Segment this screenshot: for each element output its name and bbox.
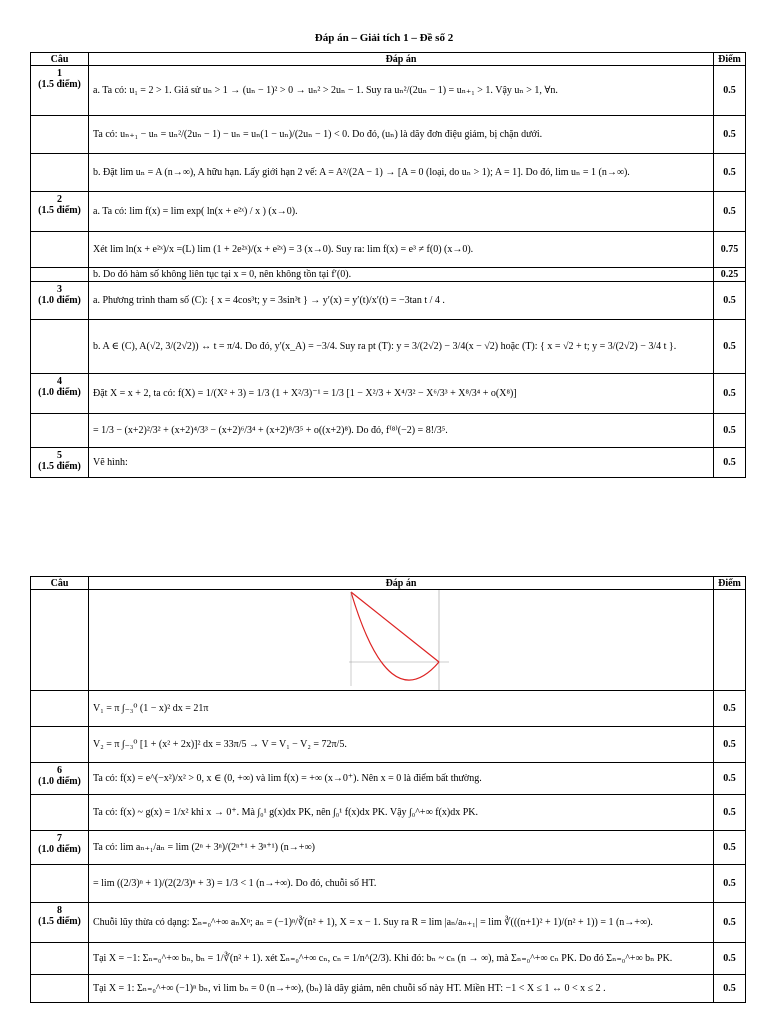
cau-cell xyxy=(31,590,89,691)
cau-cell xyxy=(31,320,89,374)
diem-cell: 0.5 xyxy=(714,154,746,192)
cau-cell xyxy=(31,763,89,795)
header-diem: Điểm xyxy=(714,53,746,66)
question-points: (1.5 điểm) xyxy=(38,205,81,216)
table-row xyxy=(31,865,746,903)
table-row xyxy=(31,268,746,282)
cau-cell xyxy=(31,116,89,154)
diem-cell: 0.5 xyxy=(714,414,746,448)
cau-cell xyxy=(31,975,89,1003)
answer-cell: Vẽ hình: xyxy=(89,448,714,478)
cau-cell xyxy=(31,282,89,320)
diem-cell xyxy=(714,590,746,691)
answer-cell: V₂ = π ∫₋₃⁰ [1 + (x² + 2x)]² dx = 33π/5 → V = V₁ − V₂ = 72π/5. xyxy=(89,727,714,763)
diem-cell: 0.5 xyxy=(714,192,746,232)
question-number: 6 xyxy=(57,765,62,776)
answer-cell: Ta có: f(x) = e^(−x²)/x² > 0, x ∈ (0, +∞) và lim f(x) = +∞ (x→0⁺). Nên x = 0 là điểm bất thường. xyxy=(89,763,714,795)
answer-cell: a. Ta có: lim f(x) = lim exp( ln(x + e²ˣ) / x ) (x→0). xyxy=(89,192,714,232)
table-row xyxy=(31,320,746,374)
table-row xyxy=(31,691,746,727)
answer-cell: Tại X = 1: Σₙ₌₀^+∞ (−1)ⁿ bₙ, vì lim bₙ = 0 (n→+∞), (bₙ) là dãy giảm, nên chuỗi số này HT. Miền HT: −1 < X ≤ 1 ↔ 0 < x ≤ 2 . xyxy=(89,975,714,1003)
question-points: (1.5 điểm) xyxy=(38,916,81,927)
cau-cell xyxy=(31,268,89,282)
table-row xyxy=(31,448,746,478)
diem-cell: 0.5 xyxy=(714,116,746,154)
question-number: 3 xyxy=(57,284,62,295)
cau-cell xyxy=(31,691,89,727)
question-number: 4 xyxy=(57,376,62,387)
diem-cell: 0.5 xyxy=(714,865,746,903)
table-row xyxy=(31,763,746,795)
cau-cell xyxy=(31,374,89,414)
table-row xyxy=(31,903,746,943)
diem-cell: 0.5 xyxy=(714,831,746,865)
table-row xyxy=(31,414,746,448)
answer-cell: b. A ∈ (C), A(√2, 3/(2√2)) ↔ t = π/4. Do đó, y′(x_A) = −3/4. Suy ra pt (T): y = 3/(2√2) − 3/4(x − √2) hoặc (T): { x = √2 + t; y = 3/(2√2) − 3/4 t }. xyxy=(89,320,714,374)
question-points: (1.5 điểm) xyxy=(38,79,81,90)
cau-cell xyxy=(31,192,89,232)
answer-cell: = lim ((2/3)ⁿ + 1)/(2(2/3)ⁿ + 3) = 1/3 < 1 (n→+∞). Do đó, chuỗi số HT. xyxy=(89,865,714,903)
diem-cell: 0.5 xyxy=(714,66,746,116)
question-number: 8 xyxy=(57,905,62,916)
answer-cell: = 1/3 − (x+2)²/3² + (x+2)⁴/3³ − (x+2)⁶/3⁴ + (x+2)⁸/3⁵ + o((x+2)⁸). Do đó, f⁽⁸⁾(−2) = 8!/3⁵. xyxy=(89,414,714,448)
table-row xyxy=(31,795,746,831)
cau-cell xyxy=(31,903,89,943)
question-points: (1.5 điểm) xyxy=(38,461,81,472)
diem-cell: 0.5 xyxy=(714,763,746,795)
table-header-row xyxy=(31,53,746,66)
header-dap-an: Đáp án xyxy=(89,577,714,590)
table-row xyxy=(31,232,746,268)
header-cau: Câu xyxy=(31,53,89,66)
question-number: 7 xyxy=(57,833,62,844)
cau-cell xyxy=(31,831,89,865)
question-points: (1.0 điểm) xyxy=(38,844,81,855)
graph-row xyxy=(31,590,746,691)
table-row xyxy=(31,282,746,320)
volume-region-graph xyxy=(349,590,449,690)
diem-cell: 0.5 xyxy=(714,975,746,1003)
table-header-row xyxy=(31,577,746,590)
cau-cell xyxy=(31,865,89,903)
graph-cell xyxy=(89,590,714,691)
diem-cell: 0.5 xyxy=(714,943,746,975)
diem-cell: 0.75 xyxy=(714,232,746,268)
question-number: 1 xyxy=(57,68,62,79)
table-row xyxy=(31,154,746,192)
cau-cell xyxy=(31,154,89,192)
parabola-curve xyxy=(351,592,439,680)
header-diem: Điểm xyxy=(714,577,746,590)
table-row xyxy=(31,975,746,1003)
answer-cell: Xét lim ln(x + e²ˣ)/x =(L) lim (1 + 2e²ˣ)/(x + e²ˣ) = 3 (x→0). Suy ra: lim f(x) = e³ ≠ f(0) (x→0). xyxy=(89,232,714,268)
table-row xyxy=(31,727,746,763)
cau-cell xyxy=(31,232,89,268)
line-curve xyxy=(351,592,439,662)
table-row xyxy=(31,831,746,865)
diem-cell: 0.5 xyxy=(714,903,746,943)
cau-cell xyxy=(31,448,89,478)
cau-cell xyxy=(31,795,89,831)
table-row xyxy=(31,66,746,116)
table-row xyxy=(31,116,746,154)
diem-cell: 0.5 xyxy=(714,795,746,831)
answer-cell: b. Đặt lim uₙ = A (n→∞), A hữu hạn. Lấy giới hạn 2 vế: A = A²/(2A − 1) → [A = 0 (loại, do uₙ > 1); A = 1]. Do đó, lim uₙ = 1 (n→∞). xyxy=(89,154,714,192)
page-title: Đáp án – Giải tích 1 – Đề số 2 xyxy=(314,32,454,44)
answer-cell: Ta có: lim aₙ₊₁/aₙ = lim (2ⁿ + 3ⁿ)/(2ⁿ⁺¹ + 3ⁿ⁺¹) (n→+∞) xyxy=(89,831,714,865)
question-points: (1.0 điểm) xyxy=(38,776,81,787)
question-points: (1.0 điểm) xyxy=(38,295,81,306)
answer-table-1 xyxy=(30,52,746,478)
answer-cell: a. Phương trình tham số (C): { x = 4cos³t; y = 3sin³t } → y′(x) = y′(t)/x′(t) = −3tan t / 4 . xyxy=(89,282,714,320)
cau-cell xyxy=(31,414,89,448)
answer-cell: Ta có: uₙ₊₁ − uₙ = uₙ²/(2uₙ − 1) − uₙ = uₙ(1 − uₙ)/(2uₙ − 1) < 0. Do đó, (uₙ) là dãy đơn điệu giảm, bị chặn dưới. xyxy=(89,116,714,154)
question-points: (1.0 điểm) xyxy=(38,387,81,398)
diem-cell: 0.5 xyxy=(714,448,746,478)
answer-cell: V₁ = π ∫₋₃⁰ (1 − x)² dx = 21π xyxy=(89,691,714,727)
question-number: 2 xyxy=(57,194,62,205)
header-cau: Câu xyxy=(31,577,89,590)
answer-cell: a. Ta có: u₁ = 2 > 1. Giả sử uₙ > 1 → (uₙ − 1)² > 0 → uₙ² > 2uₙ − 1. Suy ra uₙ²/(2uₙ − 1) = uₙ₊₁ > 1. Vậy uₙ > 1, ∀n. xyxy=(89,66,714,116)
answer-cell: Tại X = −1: Σₙ₌₀^+∞ bₙ, bₙ = 1/∛(n² + 1). xét Σₙ₌₀^+∞ cₙ, cₙ = 1/n^(2/3). Khi đó: bₙ ~ cₙ (n → ∞), mà Σₙ₌₀^+∞ cₙ PK. Do đó Σₙ₌₀^+∞ bₙ PK. xyxy=(89,943,714,975)
diem-cell: 0.5 xyxy=(714,727,746,763)
diem-cell: 0.5 xyxy=(714,282,746,320)
cau-cell xyxy=(31,66,89,116)
diem-cell: 0.25 xyxy=(714,268,746,282)
table-row xyxy=(31,374,746,414)
answer-table-2 xyxy=(30,576,746,1003)
header-dap-an: Đáp án xyxy=(89,53,714,66)
answer-cell: Đặt X = x + 2, ta có: f(X) = 1/(X² + 3) = 1/3 (1 + X²/3)⁻¹ = 1/3 [1 − X²/3 + X⁴/3² − X⁶/3³ + X⁸/3⁴ + o(X⁸)] xyxy=(89,374,714,414)
table-row xyxy=(31,943,746,975)
answer-cell: b. Do đó hàm số không liên tục tại x = 0, nên không tồn tại f′(0). xyxy=(89,268,714,282)
question-number: 5 xyxy=(57,450,62,461)
answer-cell: Ta có: f(x) ~ g(x) = 1/x² khi x → 0⁺. Mà ∫₀¹ g(x)dx PK, nên ∫₀¹ f(x)dx PK. Vậy ∫₀^+∞ f(x)dx PK. xyxy=(89,795,714,831)
cau-cell xyxy=(31,727,89,763)
diem-cell: 0.5 xyxy=(714,374,746,414)
answer-cell: Chuỗi lũy thừa có dạng: Σₙ₌₀^+∞ aₙXⁿ; aₙ = (−1)ⁿ/∛(n² + 1), X = x − 1. Suy ra R = lim |aₙ/aₙ₊₁| = lim ∛(((n+1)² + 1)/(n² + 1)) = 1 (n→+∞). xyxy=(89,903,714,943)
diem-cell: 0.5 xyxy=(714,691,746,727)
table-row xyxy=(31,192,746,232)
cau-cell xyxy=(31,943,89,975)
diem-cell: 0.5 xyxy=(714,320,746,374)
